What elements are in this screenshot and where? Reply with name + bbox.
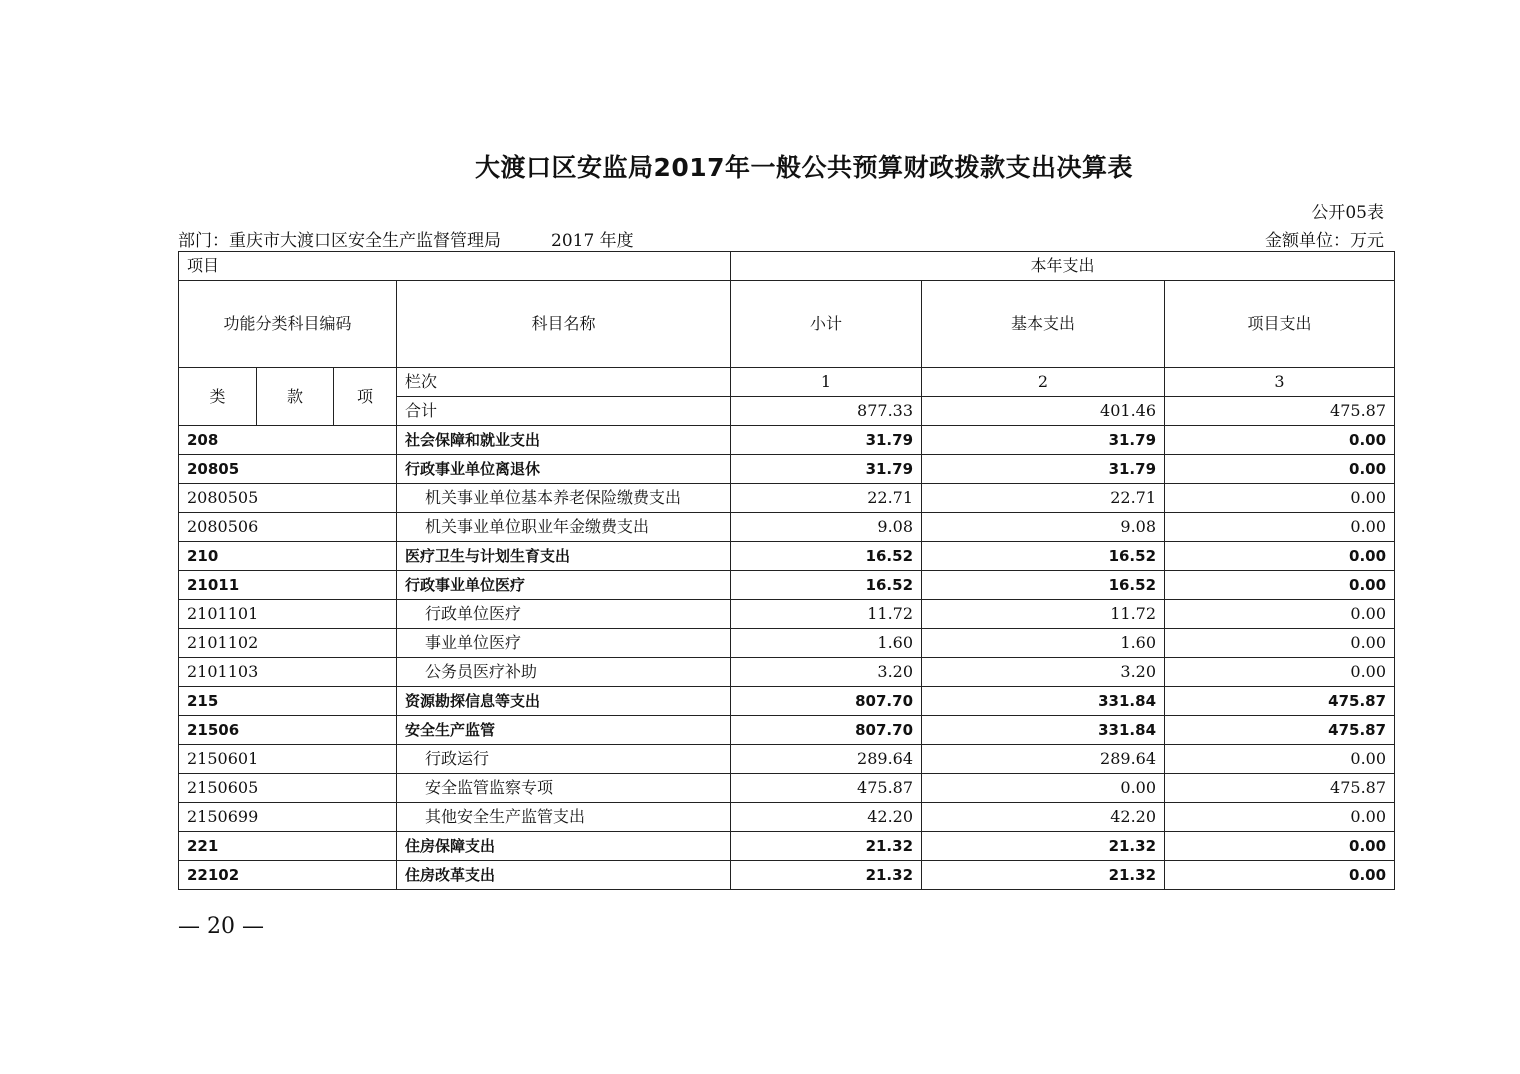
row-basic: 331.84 [922,716,1165,745]
row-subtotal: 21.32 [731,832,922,861]
row-code: 22102 [179,861,397,890]
header-xiang: 项 [334,368,397,426]
row-subtotal: 1.60 [731,629,922,658]
row-subtotal: 807.70 [731,716,922,745]
total-subtotal: 877.33 [731,397,922,426]
row-name: 行政单位医疗 [397,600,731,629]
total-label: 合计 [397,397,731,426]
table-row [179,455,1395,484]
row-basic: 331.84 [922,687,1165,716]
row-project: 0.00 [1165,658,1395,687]
table-row [179,745,1395,774]
row-project: 475.87 [1165,716,1395,745]
table-row [179,832,1395,861]
row-project: 475.87 [1165,774,1395,803]
row-code: 2101101 [179,600,397,629]
header-row-3 [179,368,1395,397]
row-project: 0.00 [1165,455,1395,484]
row-basic: 31.79 [922,426,1165,455]
row-basic: 16.52 [922,571,1165,600]
header-subtotal: 小计 [731,281,922,368]
table-row [179,513,1395,542]
row-name: 其他安全生产监管支出 [397,803,731,832]
row-project: 0.00 [1165,542,1395,571]
row-code: 2101103 [179,658,397,687]
row-code: 2150699 [179,803,397,832]
row-basic: 21.32 [922,861,1165,890]
row-project: 0.00 [1165,426,1395,455]
row-code: 2150601 [179,745,397,774]
row-basic: 1.60 [922,629,1165,658]
row-name: 安全生产监管 [397,716,731,745]
row-name: 机关事业单位职业年金缴费支出 [397,513,731,542]
table-row [179,658,1395,687]
table-row [179,426,1395,455]
row-basic: 0.00 [922,774,1165,803]
row-code: 20805 [179,455,397,484]
row-project: 0.00 [1165,803,1395,832]
row-project: 0.00 [1165,571,1395,600]
row-subtotal: 3.20 [731,658,922,687]
row-basic: 31.79 [922,455,1165,484]
row-name: 安全监管监察专项 [397,774,731,803]
page-title: 大渡口区安监局2017年一般公共预算财政拨款支出决算表 [474,153,1134,182]
header-basic: 基本支出 [922,281,1165,368]
row-code: 2150605 [179,774,397,803]
department-line [178,226,634,251]
table-row [179,571,1395,600]
row-project: 0.00 [1165,600,1395,629]
row-project: 0.00 [1165,832,1395,861]
row-name: 住房保障支出 [397,832,731,861]
table-row [179,774,1395,803]
row-name: 公务员医疗补助 [397,658,731,687]
fiscal-year: 2017 年度 [551,231,634,251]
row-basic: 42.20 [922,803,1165,832]
row-basic: 16.52 [922,542,1165,571]
table-row [179,803,1395,832]
budget-table-body [179,252,1395,890]
row-basic: 11.72 [922,600,1165,629]
row-subtotal: 9.08 [731,513,922,542]
row-subtotal: 807.70 [731,687,922,716]
header-project: 项目 [179,252,731,281]
row-basic: 9.08 [922,513,1165,542]
row-basic: 22.71 [922,484,1165,513]
table-row [179,861,1395,890]
row-code: 215 [179,687,397,716]
row-project: 0.00 [1165,484,1395,513]
row-basic: 289.64 [922,745,1165,774]
row-code: 208 [179,426,397,455]
row-subtotal: 11.72 [731,600,922,629]
row-basic: 21.32 [922,832,1165,861]
row-basic: 3.20 [922,658,1165,687]
row-code: 210 [179,542,397,571]
total-project: 475.87 [1165,397,1395,426]
table-row [179,629,1395,658]
row-code: 21506 [179,716,397,745]
row-code: 21011 [179,571,397,600]
row-subtotal: 289.64 [731,745,922,774]
amount-unit: 金额单位：万元 [1265,231,1384,251]
budget-table [178,251,1395,890]
row-subtotal: 42.20 [731,803,922,832]
row-name: 医疗卫生与计划生育支出 [397,542,731,571]
header-col-label: 栏次 [397,368,731,397]
row-code: 2080505 [179,484,397,513]
header-kuan: 款 [257,368,334,426]
row-name: 行政事业单位医疗 [397,571,731,600]
row-name: 行政事业单位离退休 [397,455,731,484]
table-row [179,687,1395,716]
header-func-code: 功能分类科目编码 [179,281,397,368]
header-subject-name: 科目名称 [397,281,731,368]
total-basic: 401.46 [922,397,1165,426]
row-name: 机关事业单位基本养老保险缴费支出 [397,484,731,513]
row-name: 住房改革支出 [397,861,731,890]
table-row [179,716,1395,745]
row-project: 0.00 [1165,745,1395,774]
row-subtotal: 16.52 [731,571,922,600]
row-subtotal: 475.87 [731,774,922,803]
row-project: 0.00 [1165,513,1395,542]
header-row-2 [179,281,1395,368]
row-name: 事业单位医疗 [397,629,731,658]
row-name: 资源勘探信息等支出 [397,687,731,716]
header-project-exp: 项目支出 [1165,281,1395,368]
row-name: 社会保障和就业支出 [397,426,731,455]
header-col1: 1 [731,368,922,397]
row-name: 行政运行 [397,745,731,774]
row-subtotal: 31.79 [731,455,922,484]
header-lei: 类 [179,368,257,426]
table-row [179,600,1395,629]
row-project: 0.00 [1165,861,1395,890]
row-code: 2080506 [179,513,397,542]
row-code: 221 [179,832,397,861]
header-col2: 2 [922,368,1165,397]
page-number: — 20 — [178,914,264,939]
form-number: 公开05表 [1311,203,1384,223]
header-col3: 3 [1165,368,1395,397]
header-current-year: 本年支出 [731,252,1395,281]
table-row [179,542,1395,571]
row-subtotal: 21.32 [731,861,922,890]
row-subtotal: 22.71 [731,484,922,513]
department-name: 部门：重庆市大渡口区安全生产监督管理局 [178,231,501,251]
row-subtotal: 16.52 [731,542,922,571]
row-project: 475.87 [1165,687,1395,716]
row-subtotal: 31.79 [731,426,922,455]
header-row-1 [179,252,1395,281]
row-code: 2101102 [179,629,397,658]
table-row [179,484,1395,513]
row-project: 0.00 [1165,629,1395,658]
